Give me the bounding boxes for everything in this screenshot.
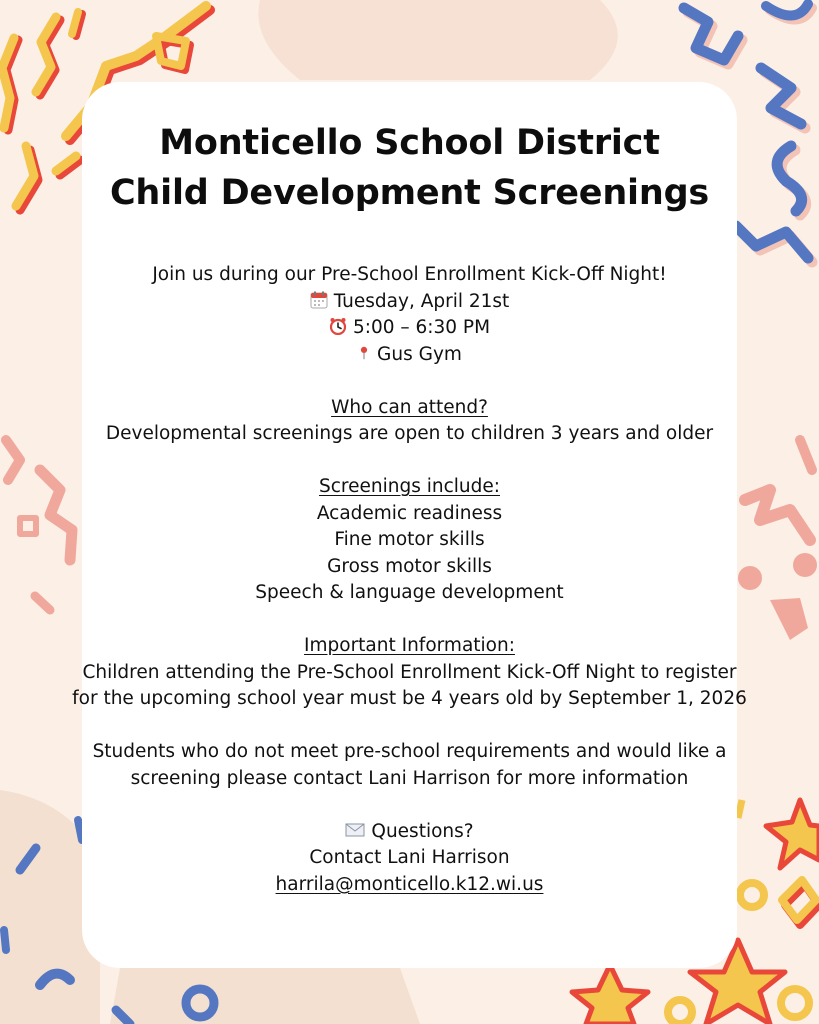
important-line-1: Children attending the Pre-School Enrollment Kick-Off Night to register xyxy=(82,661,737,683)
screening-item: Academic readiness xyxy=(316,502,503,524)
questions-line xyxy=(0,819,819,846)
attend-text: Developmental screenings are open to children 3 years and older xyxy=(105,423,714,444)
screening-item: Gross motor skills xyxy=(327,555,492,577)
event-location-line xyxy=(0,342,819,369)
event-time: 5:00 – 6:30 PM xyxy=(352,317,491,338)
calendar-icon xyxy=(310,291,328,309)
important-line-2: for the upcoming school year must be 4 years old by September 1, 2026 xyxy=(72,688,747,709)
event-date-line xyxy=(0,289,819,316)
screenings-heading: Screenings include: xyxy=(319,476,500,497)
alarm-clock-icon xyxy=(329,317,347,335)
students-line-2: screening please contact Lani Harrison for more information xyxy=(130,767,689,789)
contact-name: Contact Lani Harrison xyxy=(309,847,510,868)
pin-icon xyxy=(357,344,371,362)
attend-heading: Who can attend? xyxy=(331,396,488,418)
envelope-icon xyxy=(345,821,365,839)
event-date: Tuesday, April 21st xyxy=(333,290,510,312)
screening-item: Speech & language development xyxy=(255,582,564,603)
event-time-line xyxy=(0,315,819,342)
title-line-2: Child Development Screenings xyxy=(109,173,710,213)
students-line-1: Students who do not meet pre-school requirements and would like a xyxy=(92,741,727,762)
contact-email-link[interactable]: harrila@monticello.k12.wi.us xyxy=(275,873,544,895)
screening-item: Fine motor skills xyxy=(334,529,485,550)
flyer-body xyxy=(0,262,819,898)
important-heading: Important Information: xyxy=(304,635,515,656)
questions-label: Questions? xyxy=(371,820,474,842)
title-line-1: Monticello School District xyxy=(159,123,660,163)
page-title xyxy=(0,118,819,218)
event-intro: Join us during our Pre-School Enrollment Kick-Off Night! xyxy=(152,264,667,285)
event-location: Gus Gym xyxy=(377,343,462,365)
